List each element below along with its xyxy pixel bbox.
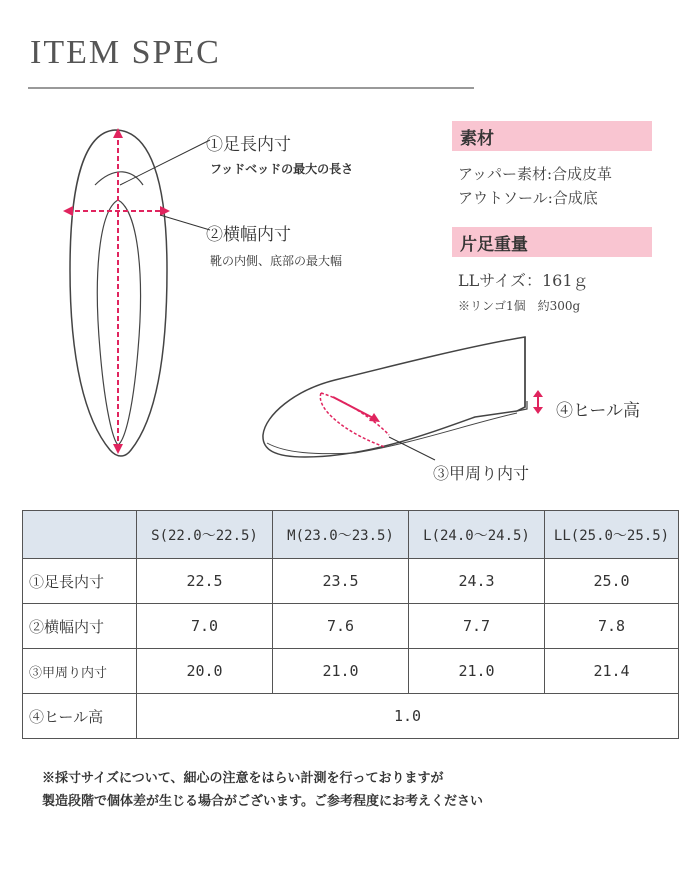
page-title: ITEM SPEC	[30, 34, 221, 71]
table-cell: 24.3	[409, 559, 545, 604]
weight-note: ※リンゴ1個 約300g	[458, 299, 581, 313]
title-divider	[28, 87, 474, 89]
table-cell: 21.0	[273, 649, 409, 694]
table-cell: 7.0	[137, 604, 273, 649]
shoe-side-view-illustration	[255, 325, 555, 475]
foot-length-desc: フッドベッドの最大の長さ	[210, 162, 354, 176]
table-cell: 7.8	[545, 604, 679, 649]
row-label: ②横幅内寸	[23, 604, 137, 649]
table-cell: 7.6	[273, 604, 409, 649]
size-table	[22, 510, 679, 739]
foot-width-desc: 靴の内側、底部の最大幅	[210, 254, 343, 268]
table-cell: 7.7	[409, 604, 545, 649]
note-line-1: ※採寸サイズについて、細心の注意をはらい計測を行っておりますが	[42, 771, 444, 786]
table-row	[23, 649, 679, 694]
table-row	[23, 694, 679, 739]
heel-height-label: ④ヒール高	[556, 401, 640, 421]
table-cell: 20.0	[137, 649, 273, 694]
table-cell: 23.5	[273, 559, 409, 604]
note-line-2: 製造段階で個体差が生じる場合がございます。ご参考程度にお考えください	[42, 794, 483, 809]
row-label: ①足長内寸	[23, 559, 137, 604]
table-row	[23, 559, 679, 604]
instep-label: ③甲周り内寸	[433, 464, 530, 483]
material-upper: アッパー素材:合成皮革	[458, 165, 613, 183]
size-header-m: M(23.0〜23.5)	[273, 511, 409, 559]
row-label: ④ヒール高	[23, 694, 137, 739]
material-sole: アウトソール:合成底	[458, 189, 598, 207]
table-cell: 25.0	[545, 559, 679, 604]
weight-header: 片足重量	[452, 227, 652, 257]
table-header-row	[23, 511, 679, 559]
table-cell: 21.4	[545, 649, 679, 694]
size-header-s: S(22.0〜22.5)	[137, 511, 273, 559]
table-cell: 22.5	[137, 559, 273, 604]
row-label: ③甲周り内寸	[23, 649, 137, 694]
material-header: 素材	[452, 121, 652, 151]
weight-value: LLサイズ：161ｇ	[458, 271, 589, 290]
heel-height-value: 1.0	[137, 694, 679, 739]
foot-width-label: ②横幅内寸	[206, 225, 291, 245]
table-cell: 21.0	[409, 649, 545, 694]
leader-lines	[115, 135, 215, 235]
foot-length-label: ①足長内寸	[206, 135, 291, 155]
size-header-ll: LL(25.0〜25.5)	[545, 511, 679, 559]
table-corner	[23, 511, 137, 559]
table-row	[23, 604, 679, 649]
size-header-l: L(24.0〜24.5)	[409, 511, 545, 559]
